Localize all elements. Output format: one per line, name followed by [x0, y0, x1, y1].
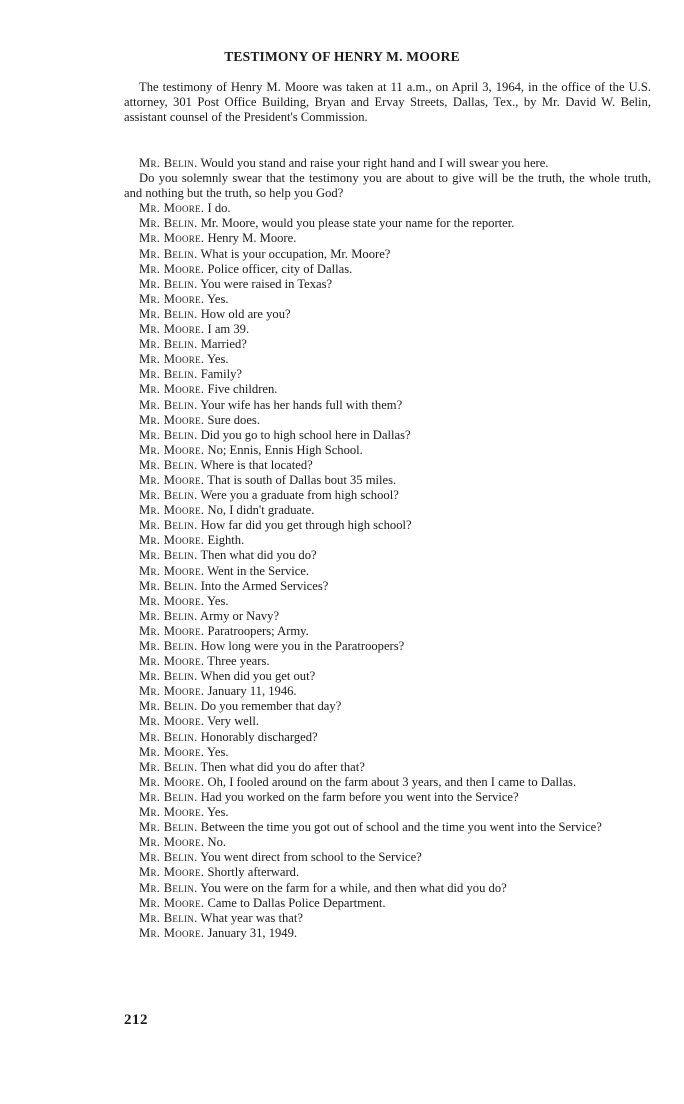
line-text: When did you get out? [200, 669, 316, 684]
line-text: How far did you get through high school? [200, 518, 412, 533]
speaker-label: Mr. Moore. [139, 895, 205, 910]
testimony-line [124, 337, 651, 352]
speaker-label: Mr. Belin. [139, 608, 198, 623]
testimony-line [124, 790, 651, 805]
testimony-line [124, 609, 651, 624]
speaker-label: Mr. Belin. [139, 427, 198, 442]
speaker-label: Mr. Belin. [139, 276, 198, 291]
line-text: Into the Armed Services? [200, 578, 329, 593]
line-text: Shortly afterward. [207, 865, 300, 880]
speaker-label: Mr. Belin. [139, 457, 198, 472]
testimony-line [124, 911, 651, 926]
line-text: Yes. [207, 744, 229, 759]
testimony-line [124, 926, 651, 941]
speaker-label: Mr. Moore. [139, 291, 205, 306]
line-text: Mr. Moore, would you please state your name for the reporter. [200, 216, 515, 231]
line-text: How long were you in the Paratroopers? [200, 639, 405, 653]
speaker-label: Mr. Moore. [139, 623, 205, 638]
testimony-line [124, 443, 651, 458]
testimony-line [124, 518, 651, 533]
line-text: Where is that located? [200, 457, 313, 472]
line-text: Sure does. [207, 412, 260, 427]
speaker-label: Mr. Moore. [139, 865, 205, 880]
line-text: Very well. [207, 714, 260, 729]
testimony-line [124, 805, 651, 820]
testimony-line [124, 458, 651, 473]
speaker-label: Mr. Belin. [139, 337, 198, 352]
speaker-label: Mr. Belin. [139, 518, 198, 533]
line-text: That is south of Dallas bout 35 miles. [207, 472, 397, 487]
line-text: Had you worked on the farm before you went into the Service? [200, 789, 519, 804]
testimony-line [124, 624, 651, 639]
line-text: No. [207, 835, 227, 850]
testimony-line [124, 413, 651, 428]
speaker-label: Mr. Belin. [139, 397, 198, 412]
speaker-label: Mr. Belin. [139, 246, 198, 261]
speaker-label: Mr. Belin. [139, 820, 198, 835]
speaker-label: Mr. Moore. [139, 261, 205, 276]
testimony-line [124, 564, 651, 579]
speaker-label: Mr. Belin. [139, 306, 198, 321]
line-text: Did you go to high school here in Dallas? [200, 427, 411, 442]
testimony-line [124, 669, 651, 684]
speaker-label: Mr. Belin. [139, 880, 198, 895]
testimony-line [124, 201, 651, 216]
testimony-line [124, 639, 651, 654]
line-text: Eighth. [207, 533, 245, 548]
line-text: Paratroopers; Army. [207, 623, 309, 638]
intro-paragraph: The testimony of Henry M. Moore was taken at 11 a.m., on April 3, 1964, in the office of the U.S. attorney, 301 Post Office Building, Bryan and Ervay Streets, Dallas, Tex., by Mr. David W. Belin, assistant counsel of the President's Commission. [124, 80, 651, 125]
speaker-label: Mr. Belin. [139, 488, 198, 503]
line-text: No, I didn't graduate. [207, 503, 315, 518]
line-text: Five children. [207, 382, 278, 397]
speaker-label: Mr. Moore. [139, 472, 205, 487]
testimony-line [124, 835, 651, 850]
line-text: Went in the Service. [207, 563, 310, 578]
testimony-line [124, 699, 651, 714]
testimony-line [124, 503, 651, 518]
line-text: Were you a graduate from high school? [200, 488, 399, 503]
line-text: Between the time you got out of school and the time you went into the Service? [200, 820, 602, 835]
line-text: Three years. [207, 654, 270, 669]
testimony-line [124, 820, 651, 835]
testimony-line [124, 307, 651, 322]
line-text: Then what did you do after that? [200, 759, 365, 774]
testimony-line [124, 579, 651, 594]
speaker-label: Mr. Moore. [139, 654, 205, 669]
speaker-label: Mr. Belin. [139, 759, 198, 774]
testimony-line [124, 881, 651, 896]
line-text: Do you solemnly swear that the testimony you are about to give will be the truth, the whole truth, and nothing but the truth, so help you God? [124, 171, 651, 201]
speaker-label: Mr. Moore. [139, 533, 205, 548]
testimony-line [124, 428, 651, 443]
line-text: How old are you? [200, 306, 291, 321]
testimony-line [124, 398, 651, 413]
line-text: Army or Navy? [200, 608, 280, 623]
line-text: Yes. [207, 805, 229, 820]
line-text: I am 39. [207, 322, 250, 337]
line-text: Police officer, city of Dallas. [207, 261, 353, 276]
testimony-line [124, 654, 651, 669]
testimony-line [124, 156, 651, 171]
speaker-label: Mr. Moore. [139, 382, 205, 397]
line-text: January 11, 1946. [207, 684, 297, 699]
line-text: No; Ennis, Ennis High School. [207, 442, 363, 457]
testimony-line [124, 548, 651, 563]
line-text: Family? [200, 367, 242, 382]
testimony-line [124, 488, 651, 503]
speaker-label: Mr. Moore. [139, 805, 205, 820]
speaker-label: Mr. Belin. [139, 156, 198, 170]
speaker-label: Mr. Belin. [139, 639, 198, 653]
line-text: What year was that? [200, 910, 303, 925]
testimony-line [124, 352, 651, 367]
speaker-label: Mr. Moore. [139, 593, 205, 608]
speaker-label: Mr. Belin. [139, 669, 198, 684]
line-text: Do you remember that day? [200, 699, 342, 714]
speaker-label: Mr. Belin. [139, 699, 198, 714]
speaker-label: Mr. Belin. [139, 729, 198, 744]
speaker-label: Mr. Belin. [139, 850, 198, 865]
testimony-body [124, 156, 651, 941]
speaker-label: Mr. Moore. [139, 442, 205, 457]
testimony-line [124, 231, 651, 246]
testimony-line [124, 730, 651, 745]
speaker-label: Mr. Moore. [139, 201, 205, 216]
line-text: Your wife has her hands full with them? [200, 397, 403, 412]
page-number: 212 [124, 1012, 148, 1028]
line-text: Honorably discharged? [200, 729, 318, 744]
testimony-line [124, 850, 651, 865]
speaker-label: Mr. Moore. [139, 352, 205, 367]
speaker-label: Mr. Moore. [139, 744, 205, 759]
page-title: TESTIMONY OF HENRY M. MOORE [224, 49, 460, 64]
speaker-label: Mr. Moore. [139, 322, 205, 337]
speaker-label: Mr. Moore. [139, 925, 205, 940]
line-text: I do. [207, 201, 231, 216]
speaker-label: Mr. Belin. [139, 367, 198, 382]
line-text: You were on the farm for a while, and then what did you do? [200, 880, 507, 895]
line-text: Yes. [207, 352, 229, 367]
testimony-line [124, 745, 651, 760]
testimony-line [124, 684, 651, 699]
testimony-line [124, 473, 651, 488]
testimony-line [124, 760, 651, 775]
testimony-line [124, 367, 651, 382]
speaker-label: Mr. Belin. [139, 789, 198, 804]
line-text: Then what did you do? [200, 548, 317, 563]
speaker-label: Mr. Moore. [139, 412, 205, 427]
speaker-label: Mr. Moore. [139, 835, 205, 850]
line-text: Would you stand and raise your right hand and I will swear you here. [200, 156, 549, 170]
testimony-line [124, 594, 651, 609]
line-text: Yes. [207, 291, 229, 306]
line-text: Henry M. Moore. [207, 231, 297, 246]
speaker-label: Mr. Moore. [139, 774, 205, 789]
testimony-line [124, 292, 651, 307]
speaker-label: Mr. Belin. [139, 548, 198, 563]
testimony-line [124, 247, 651, 262]
line-text: Oh, I fooled around on the farm about 3 years, and then I came to Dallas. [207, 774, 577, 789]
speaker-label: Mr. Moore. [139, 231, 205, 246]
speaker-label: Mr. Moore. [139, 684, 205, 699]
line-text: January 31, 1949. [207, 925, 298, 940]
line-text: Yes. [207, 593, 229, 608]
speaker-label: Mr. Belin. [139, 578, 198, 593]
speaker-label: Mr. Moore. [139, 563, 205, 578]
line-text: You were raised in Texas? [200, 276, 333, 291]
testimony-line [124, 533, 651, 548]
testimony-line [124, 171, 651, 201]
line-text: Came to Dallas Police Department. [207, 895, 386, 910]
testimony-line [124, 775, 651, 790]
testimony-line [124, 216, 651, 231]
speaker-label: Mr. Belin. [139, 910, 198, 925]
line-text: What is your occupation, Mr. Moore? [200, 246, 391, 261]
speaker-label: Mr. Moore. [139, 714, 205, 729]
testimony-line [124, 277, 651, 292]
testimony-line [124, 322, 651, 337]
speaker-label: Mr. Moore. [139, 503, 205, 518]
testimony-line [124, 262, 651, 277]
testimony-line [124, 865, 651, 880]
line-text: You went direct from school to the Service? [200, 850, 422, 865]
testimony-line [124, 714, 651, 729]
speaker-label: Mr. Belin. [139, 216, 198, 231]
testimony-line [124, 382, 651, 397]
line-text: Married? [200, 337, 247, 352]
testimony-line [124, 896, 651, 911]
